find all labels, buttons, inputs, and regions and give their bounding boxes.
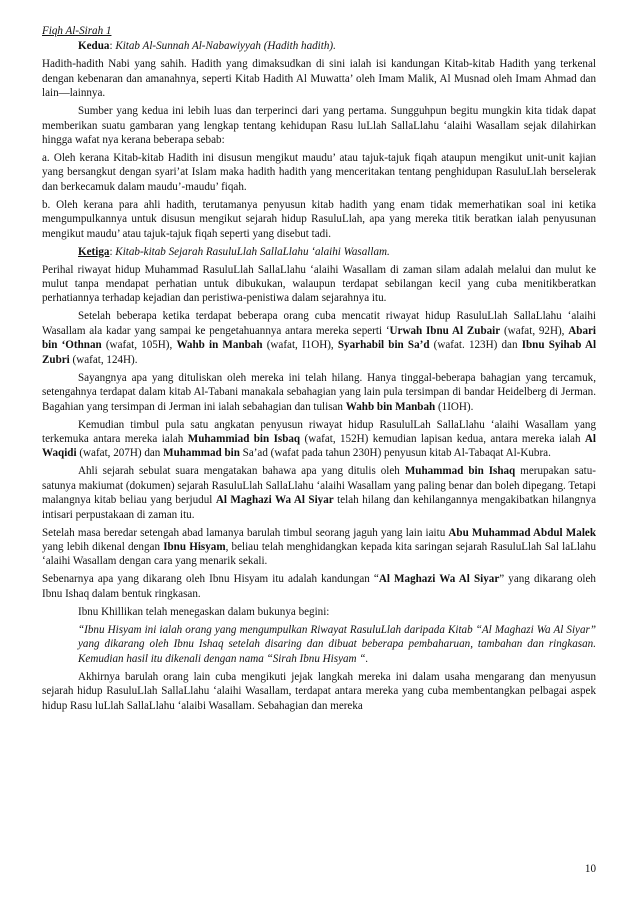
- name-bold: Urwah Ibnu Al Zubair: [389, 324, 501, 337]
- title-bold: Al Maghazi Wa Al Siyar: [215, 494, 334, 507]
- name-bold: Wahb in Manbah: [176, 339, 263, 352]
- section-label: Ketiga: [78, 245, 110, 258]
- running-header: Fiqh Al-Sirah 1: [42, 25, 112, 37]
- name-bold: Muhammad bin: [163, 447, 240, 460]
- section-kedua-heading: Kedua: Kitab Al-Sunnah Al-Nabawiyyah (Hadith hadith).: [78, 40, 336, 53]
- document-page: [42, 24, 596, 884]
- paragraph: Sayangnya apa yang dituliskan oleh mereka ini telah hilang. Hanya tinggal-beberapa bahagian yang tercamuk, setengahnya terdapat dalam kitab Al-Tabani manakala sebahagian yang lain pula tersimpan di bandar Heidelberg di Jerman. Bagahian yang tersimpan di Jerman ini ialah sebahagian dan tulisan Wahb bin Manbah (1IOH).: [42, 371, 596, 413]
- name-bold: Muhammad bin Ishaq: [404, 465, 516, 478]
- name-bold: Muhammiad bin Isbaq: [187, 432, 301, 445]
- name-bold: Ibnu Syihab Al Zubri: [42, 339, 597, 366]
- paragraph: Hadith-hadith Nabi yang sahih. Hadith yang dimaksudkan di sini ialah isi kandungan Kitab-kitab Hadith yang terkenal dengan kebenaran dan amanahnya, seperti Kitab Hadith Al Muwatta’ oleh Imam Malik, Al Musnad oleh Imam Ahmad dan lain—lainnya.: [42, 58, 596, 100]
- name-bold: Ibnu Hisyam: [163, 540, 226, 553]
- name-bold: Al Waqidi: [42, 432, 596, 460]
- list-item-b: b. Oleh kerana para ahli hadith, terutamanya penyusun kitab hadith yang enam tidak memerhatikan soal ini ketika mengumpulkannya untuk disusun mengikut sejarah hidup RasuluLlah, apa yang mereka titik beratkan ialah penyusunan mengikut maudu’ atau tajuk-tajuk fiqah seperti yang disebut tadi.: [42, 198, 596, 240]
- name-bold: Wahb bin Manbah: [345, 400, 436, 413]
- name-bold: Abu Muhammad Abdul Malek: [448, 526, 596, 539]
- name-bold: Syarhabil bin Sa’d: [337, 339, 430, 352]
- section-label: Kedua: [78, 40, 110, 53]
- section-ketiga-heading: Ketiga: Kitab-kitab Sejarah RasuluLlah SallaLlahu ‘alaihi Wasallam.: [78, 245, 390, 258]
- paragraph: Ibnu Khillikan telah menegaskan dalam bukunya begini:: [78, 605, 330, 618]
- list-item-a: a. Oleh kerana Kitab-kitab Hadith ini disusun mengikut maudu’ atau tajuk-tajuk fiqah ataupun mengikut unit-unit kajian yang bersangkut dengan syari’at Islam maka hadith hadith yang menceritakan tentang penghidupan RasuluLlah berselerak dan berkecamuk dalam maudu’-maudu’ fiqah.: [42, 152, 596, 193]
- paragraph: Setelah masa beredar setengah abad lamanya barulah timbul seorang jaguh yang lain iaitu Abu Muhammad Abdul Malek yang lebih dikenal dengan Ibnu Hisyam, beliau telah menghidangkan kepada kita saringan sejarah RasuluLlah Sal laLlahu ‘alaihi Wasallam dengan cara yang menarik sekali.: [42, 526, 597, 568]
- paragraph: Ahli sejarah sebulat suara mengatakan bahawa apa yang ditulis oleh Muhammad bin Ishaq merupakan satu-satunya makiumat (dokumen) sejarah RasuluLlah SallaLlahu ‘alaihi Wasallam yang paling benar dan boleh dipegang. Tetapi malangnya kitab beliau yang berjudul Al Maghazi Wa Al Siyar telah hilang dan kehilangannya mengakibatkan hilangnya intisari perpustakaan di zaman itu.: [42, 465, 597, 521]
- page-number: 10: [584, 863, 596, 875]
- paragraph: Sebenarnya apa yang dikarang oleh Ibnu Hisyam itu adalah kandungan “Al Maghazi Wa Al Siyar” yang dikarang oleh Ibnu Ishaq dalam bentuk ringkasan.: [42, 573, 596, 600]
- paragraph: Kemudian timbul pula satu angkatan penyusun riwayat hidup RasululLah SallaLlahu ‘alaihi Wasallam yang terkemuka antara mereka ialah Muhammiad bin Isbaq (wafat, 152H) kemudian lapisan kedua, antara mereka ialah Al Waqidi (wafat, 207H) dan Muhammad bin Sa’ad (wafat pada tahun 230H) penyusun kitab Al-Tabaqat Al-Kubra.: [42, 418, 596, 460]
- paragraph: Perihal riwayat hidup Muhammad RasuluLlah SallaLlahu ‘alaihi Wasallam di zaman silam adalah melalui dan mulut ke mulut tanpa mendapat perhatian untuk dibukukan, walaupun terdapat sebilangan kecil yang cuba menitikberatkan perhatiannya terhadap kejadian dan peristiwa-penistiwa dalam sejarahnya itu.: [42, 263, 596, 305]
- block-quote: “Ibnu Hisyam ini ialah orang yang mengumpulkan Riwayat RasuluLlah daripada Kitab “Al Maghazi Wa Al Siyar” yang dikarang oleh Ibnu Ishaq setelah disaring dan dibuat beberapa pembaharuan, tambahan dan ringkasan. Kemudian hasil itu dikenali dengan nama “Sirah Ibnu Hisyam “.: [78, 623, 596, 665]
- paragraph: Setelah beberapa ketika terdapat beberapa orang cuba mencatit riwayat hidup RasuluLlah SallaLlahu ‘alaihi Wasallam ala kadar yang sampai ke pengetahuannya antara mereka seperti ‘Urwah Ibnu Al Zubair (wafat, 92H), Abari bin ‘Othnan (wafat, 105H), Wahb in Manbah (wafat, I1OH), Syarhabil bin Sa’d (wafat. 123H) dan Ibnu Syihab Al Zubri (wafat, 124H).: [42, 310, 597, 366]
- paragraph: Sumber yang kedua ini lebih luas dan terperinci dari yang pertama. Sungguhpun begitu mungkin kita tidak dapat memberikan suatu gambaran yang lengkap tentang kehidupan Rasu luLlah SallaLlahu ‘alaihi Wasallam sejak dilahirkan hingga wafat nya kerana beberapa sebab:: [42, 105, 596, 147]
- title-bold: Al Maghazi Wa Al Siyar: [378, 573, 500, 586]
- name-bold: Abari bin ‘Othnan: [42, 324, 596, 352]
- paragraph: Akhirnya barulah orang lain cuba mengikuti jejak langkah mereka ini dalam usaha mengarang dan menyusun sejarah hidup RasuluLlah SallaLlahu ‘alaihi Wasallam, terdapat antara mereka yang cuba membentangkan pelbagai aspek hidup Rasu luLlah SallaLlahu ‘alaibi Wasallam. Sebahagian dan mereka: [42, 670, 596, 712]
- section-title: Kitab Al-Sunnah Al-Nabawiyyah (Hadith hadith).: [115, 40, 336, 53]
- section-title: Kitab-kitab Sejarah RasuluLlah SallaLlahu ‘alaihi Wasallam.: [115, 245, 390, 258]
